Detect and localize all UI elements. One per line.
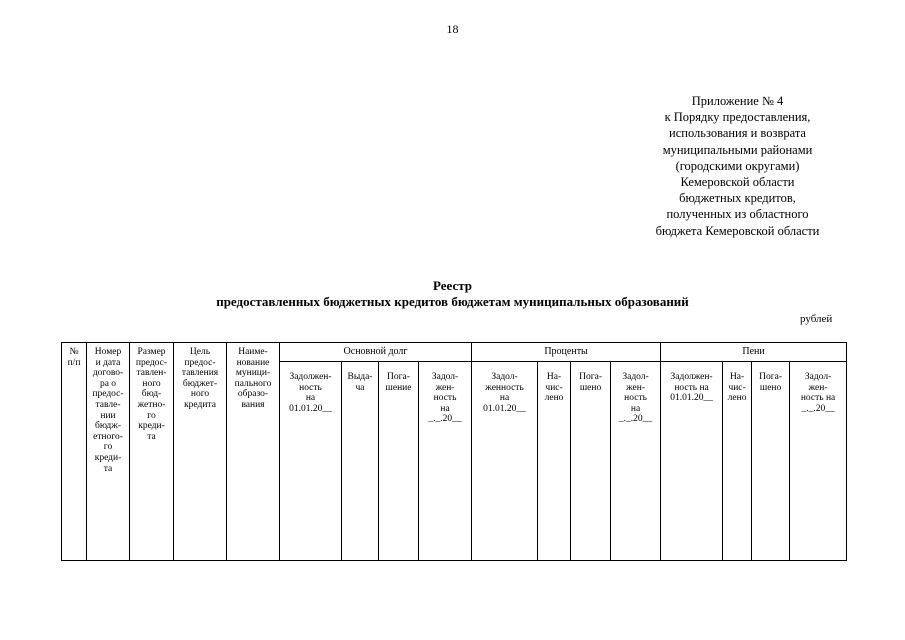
header-text-line: Наиме- [238,347,268,357]
currency-units: рублей [800,313,833,325]
header-text-line: ного [142,378,161,389]
header-text-line: догово- [92,368,124,379]
document-title [0,278,905,310]
header-text-line: на [630,403,641,414]
header-text-line: ча [355,382,365,393]
header-text-line: нии [100,410,116,421]
page-number: 18 [446,22,459,36]
header-text-line: жен- [435,382,455,393]
header-text-line: ного [190,389,210,400]
header-principal-issued [342,362,379,561]
header-text-line: тавления [181,368,219,379]
header-group-principal: Основной долг [280,343,472,362]
header-text-line: ность [433,393,457,404]
appendix-line: бюджетных кредитов, [679,191,796,206]
header-principal-debt-start [280,362,342,561]
header-text-line: образо- [237,389,269,400]
header-text-line: № [69,347,79,357]
header-text-line: нование [236,357,270,368]
header-text-line: шение [385,382,412,393]
header-text-line: го [103,442,113,453]
header-text-line: предос- [92,389,124,400]
header-penalty-debt-end [790,362,847,561]
header-text-line: жетно- [137,399,166,410]
header-text-line: жен- [808,382,828,393]
header-contract [87,343,130,561]
header-text-line: вания [241,399,265,410]
header-text-line: Задолжен- [289,372,332,382]
header-text-line: Задол- [491,372,518,382]
header-text-line: ность на [800,393,836,404]
registry-table [61,342,847,561]
header-credit-amount [130,343,174,561]
header-text-line: тавлен- [136,368,167,379]
header-text-line: Задол- [431,372,459,382]
header-group-penalty: Пени [661,343,847,362]
header-text-line: кредита [184,399,216,410]
header-principal-debt-end [419,362,472,561]
header-text-line: На- [546,372,562,382]
header-text-line: 01.01.20__ [289,403,332,414]
header-penalty-repaid [752,362,790,561]
appendix-line: (городскими округами) [675,158,800,173]
header-text-line: Пога- [759,372,782,382]
header-text-line: шено [579,382,602,393]
header-text-line: жен- [626,382,645,393]
header-text-line: та [103,463,113,474]
header-text-line: Размер [137,347,166,357]
header-number [62,343,87,561]
header-text-line: муници- [235,368,271,379]
appendix-line: Кемеровской области [680,175,795,190]
header-interest-repaid [571,362,611,561]
header-text-line: Задол- [804,372,832,382]
header-text-line: и дата [95,357,121,368]
header-interest-debt-start [472,362,538,561]
header-text-line: та [147,431,156,442]
header-text-line: 01.01.20__ [483,403,526,414]
header-text-line: на [440,403,450,414]
header-credit-purpose [174,343,227,561]
title-line-2: предоставленных бюджетных кредитов бюджетам муниципальных образований [216,294,689,309]
header-text-line: на [499,393,510,404]
header-group-interest: Проценты [472,343,661,362]
header-text-line: пального [234,378,272,389]
appendix-line: полученных из областного [666,207,809,222]
title-line-1: Реестр [432,278,472,293]
appendix-note [630,93,845,239]
header-text-line: ность на [674,382,709,393]
header-text-line: п/п [67,357,81,368]
header-text-line: креди- [94,452,122,463]
header-text-line: предос- [184,357,216,368]
header-text-line: предос- [135,357,168,368]
header-text-line: лено [544,393,564,404]
header-text-line: Пога- [579,372,602,382]
header-text-line: го [147,410,156,421]
header-text-line: Задолжен- [670,372,713,382]
header-text-line: етного- [93,431,123,442]
header-text-line: женность [485,382,524,393]
header-principal-repaid [379,362,419,561]
appendix-line: к Порядку предоставления, [664,110,811,125]
header-interest-accrued [538,362,571,561]
appendix-line: бюджета Кемеровской области [655,223,820,238]
header-text-line: креди- [138,421,165,432]
header-text-line: 01.01.20__ [670,393,713,404]
header-text-line: на [305,393,316,404]
header-text-line: Номер [94,347,122,357]
header-text-line: На- [729,372,745,382]
header-text-line: тавле- [95,399,121,410]
header-text-line: Пога- [387,372,410,382]
header-text-line: ность [624,393,647,404]
appendix-line: муниципальными районами [662,142,813,157]
header-text-line: ра о [99,378,117,389]
header-text-line: ность [299,382,322,393]
header-text-line: _._.20__ [618,414,653,425]
header-text-line: чис- [545,382,563,393]
header-text-line: лено [727,393,747,404]
header-text-line: бюджет- [182,378,218,389]
appendix-line: использования и возврата [669,126,806,141]
header-text-line: Задол- [622,372,649,382]
header-text-line: бюд- [141,389,162,400]
header-text-line: бюдж- [94,421,121,432]
header-text-line: Цель [189,347,211,357]
header-text-line: _._.20__ [801,403,835,414]
appendix-line: Приложение № 4 [691,94,784,108]
header-text-line: _._.20__ [428,414,462,425]
header-penalty-debt-start [661,362,723,561]
header-text-line: чис- [728,382,746,393]
header-text-line: шено [759,382,782,393]
header-text-line: Выда- [347,372,373,382]
header-interest-debt-end [611,362,661,561]
header-municipality [227,343,280,561]
header-penalty-accrued [723,362,752,561]
